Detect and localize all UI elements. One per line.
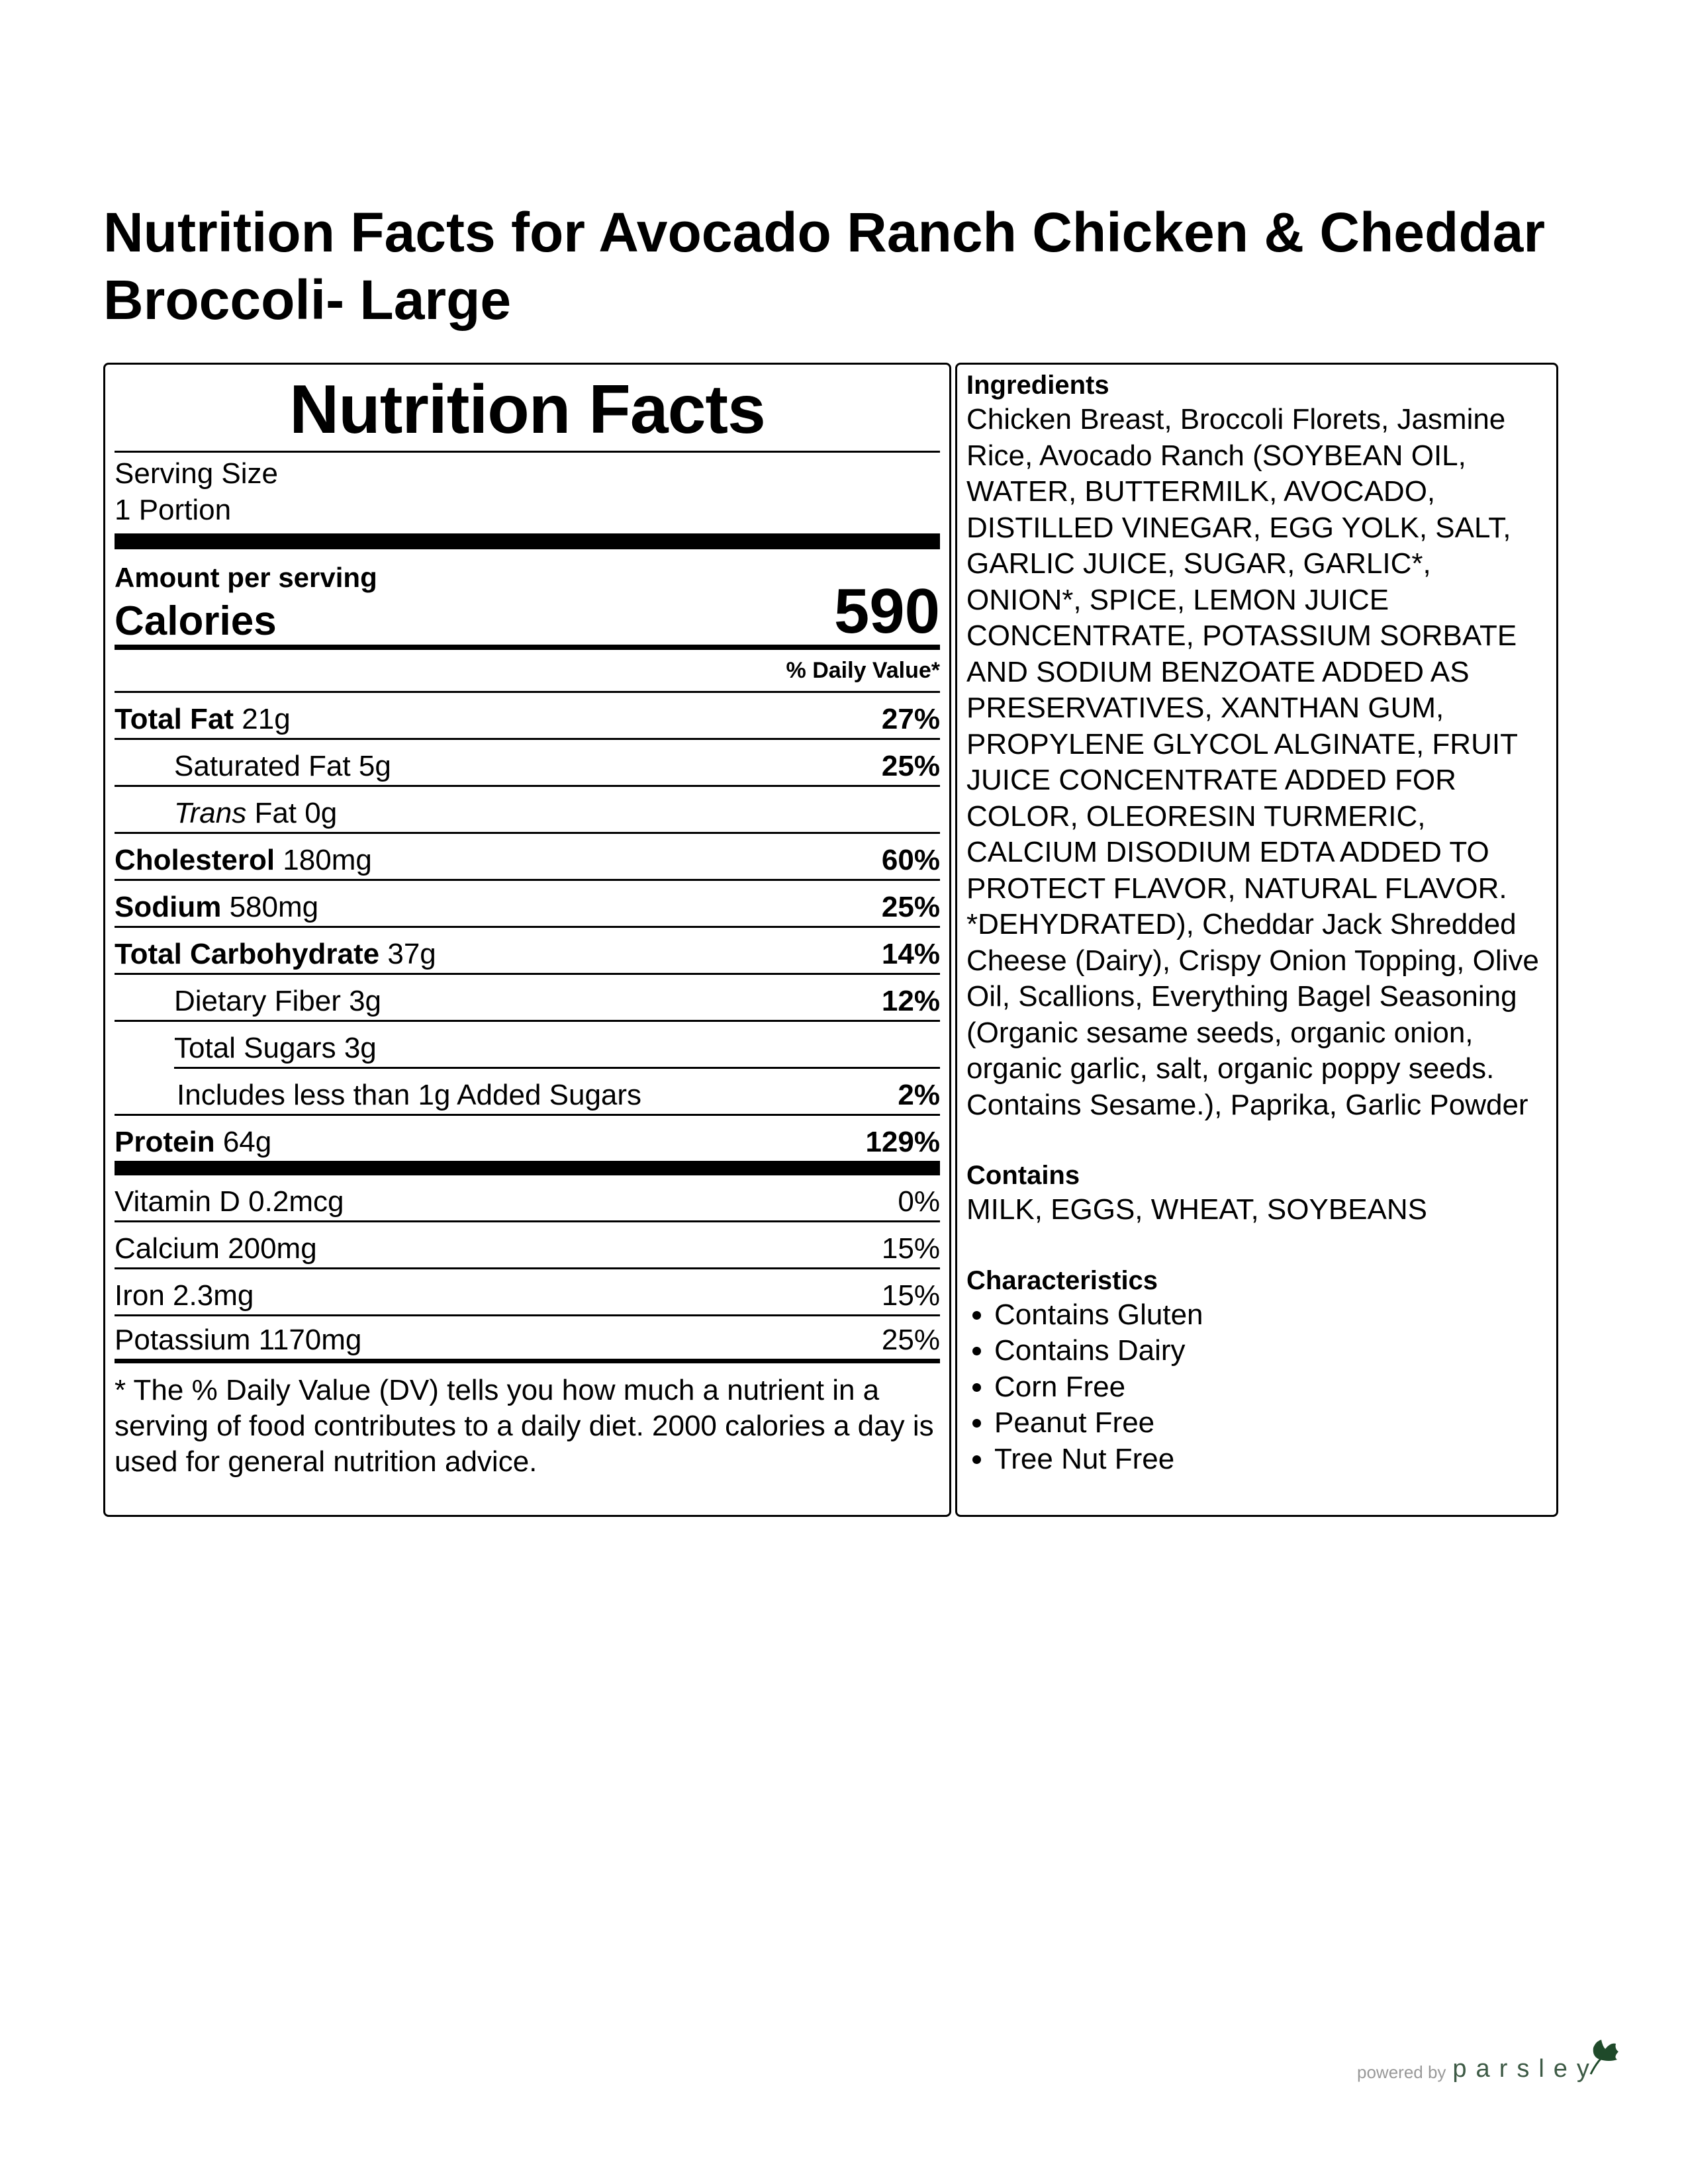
vitamin-dv: 15%: [881, 1232, 940, 1265]
nutrient-dv: 27%: [881, 703, 940, 735]
nutrient-row-total-fat: [115, 693, 940, 740]
nutrient-row-dietary-fiber: [115, 975, 940, 1022]
nutrient-row-protein: [115, 1116, 940, 1175]
page-title: Nutrition Facts for Avocado Ranch Chicken & Cheddar Broccoli- Large: [103, 201, 1546, 331]
vitamin-row: [115, 1175, 940, 1222]
nutrient-name: Dietary Fiber: [174, 985, 341, 1017]
vitamin-dv: 0%: [898, 1185, 940, 1218]
characteristic-item: • Tree Nut Free: [994, 1441, 1547, 1478]
contains-heading: Contains: [966, 1161, 1080, 1190]
nutrient-name: Trans: [174, 797, 247, 829]
nutrient-name: Sodium: [115, 891, 222, 923]
nutrient-amount: 21g: [242, 703, 291, 735]
nutrient-dv: 14%: [881, 938, 940, 970]
serving-size: [115, 453, 940, 528]
nutrient-name-rest: Fat: [254, 797, 297, 829]
characteristic-item: • Peanut Free: [994, 1405, 1547, 1441]
vitamin-row: [115, 1269, 940, 1316]
nutrient-dv: 129%: [865, 1126, 940, 1158]
nutrient-amount: 3g: [344, 1032, 377, 1064]
nutrient-amount: 3g: [349, 985, 382, 1017]
vitamin-row: [115, 1316, 940, 1363]
nutrient-row-added-sugars: [115, 1069, 940, 1116]
nutrient-amount: 37g: [387, 938, 436, 970]
parsley-brand-text: parsley: [1452, 2055, 1599, 2083]
nutrient-dv: 12%: [881, 985, 940, 1017]
ingredients-panel: [955, 363, 1558, 1517]
serving-size-label: Serving Size: [115, 457, 279, 490]
nutrient-amount: 0g: [305, 797, 338, 829]
nutrient-amount: 64g: [222, 1126, 272, 1158]
parsley-leaf-icon: [1587, 2037, 1620, 2077]
footnote: * The % Daily Value (DV) tells you how much a nutrient in a serving of food contributes to a daily diet. 2000 calories a day is used for general nutrition advice.: [115, 1374, 934, 1478]
nutrient-row-total-sugars: [174, 1022, 940, 1069]
daily-value-header: % Daily Value*: [115, 650, 940, 693]
nutrient-amount: 580mg: [229, 891, 319, 923]
calories-value: 590: [833, 576, 940, 647]
powered-by-parsley-logo: [1357, 2037, 1620, 2082]
characteristics-heading: Characteristics: [966, 1265, 1158, 1295]
nutrient-dv: 25%: [881, 750, 940, 782]
nutrient-row-trans-fat: [115, 787, 940, 834]
nutrient-name: Protein: [115, 1126, 215, 1158]
divider: [115, 533, 940, 549]
nutrition-facts-label: [103, 363, 951, 1517]
characteristic-item: • Corn Free: [994, 1369, 1547, 1406]
vitamin-text: Iron 2.3mg: [115, 1279, 254, 1312]
nutrient-amount: 5g: [358, 750, 391, 782]
characteristic-item: • Contains Gluten: [994, 1297, 1547, 1334]
characteristic-item: • Contains Dairy: [994, 1333, 1547, 1369]
nutrient-name: Total Fat: [115, 703, 234, 735]
vitamin-dv: 25%: [881, 1324, 940, 1356]
serving-size-value: 1 Portion: [115, 494, 232, 526]
vitamin-row: [115, 1222, 940, 1269]
nutrient-dv: 25%: [881, 891, 940, 923]
ingredients-text: Chicken Breast, Broccoli Florets, Jasmine Rice, Avocado Ranch (SOYBEAN OIL, WATER, BUTTERMILK, AVOCADO, DISTILLED VINEGAR, EGG YOLK, SALT, GARLIC JUICE, SUGAR, GARLIC*, ONION*, SPICE, LEMON JUICE CONCENTRATE, POTASSIUM SORBATE AND SODIUM BENZOATE ADDED AS PRESERVATIVES, XANTHAN GUM, PROPYLENE GLYCOL ALGINATE, FRUIT JUICE CONCENTRATE ADDED FOR COLOR, OLEORESIN TURMERIC, CALCIUM DISODIUM EDTA ADDED TO PROTECT FLAVOR, NATURAL FLAVOR. *DEHYDRATED), Cheddar Jack Shredded Cheese (Dairy), Crispy Onion Topping, Olive Oil, Scallions, Everything Bagel Seasoning (Organic sesame seeds, organic onion, organic garlic, salt, organic poppy seeds. Contains Sesame.), Paprika, Garlic Powder: [966, 403, 1539, 1121]
contains-text: MILK, EGGS, WHEAT, SOYBEANS: [966, 1193, 1428, 1226]
nutrient-row-saturated-fat: [115, 740, 940, 787]
ingredients-heading: Ingredients: [966, 371, 1109, 400]
nutrient-dv: 60%: [881, 844, 940, 876]
nutrient-amount: 180mg: [283, 844, 372, 876]
vitamin-text: Calcium 200mg: [115, 1232, 317, 1265]
powered-by-text: powered by: [1357, 2062, 1446, 2082]
vitamin-text: Vitamin D 0.2mcg: [115, 1185, 344, 1218]
calories-label: Calories: [115, 598, 277, 644]
amount-per-serving: Amount per serving: [115, 562, 377, 593]
nutrient-name: Total Sugars: [174, 1032, 336, 1064]
nutrient-dv: 2%: [898, 1079, 940, 1111]
nutrient-row-cholesterol: [115, 834, 940, 881]
characteristics-list: [966, 1297, 1547, 1478]
nutrient-name: Includes less than 1g Added Sugars: [177, 1079, 642, 1111]
nutrient-row-total-carbohydrate: [115, 928, 940, 975]
nutrient-name: Total Carbohydrate: [115, 938, 380, 970]
vitamin-text: Potassium 1170mg: [115, 1324, 362, 1356]
nutrient-name: Cholesterol: [115, 844, 275, 876]
vitamin-dv: 15%: [881, 1279, 940, 1312]
nutrition-facts-heading: Nutrition Facts: [115, 369, 940, 453]
nutrient-name: Saturated Fat: [174, 750, 351, 782]
nutrient-row-sodium: [115, 881, 940, 928]
